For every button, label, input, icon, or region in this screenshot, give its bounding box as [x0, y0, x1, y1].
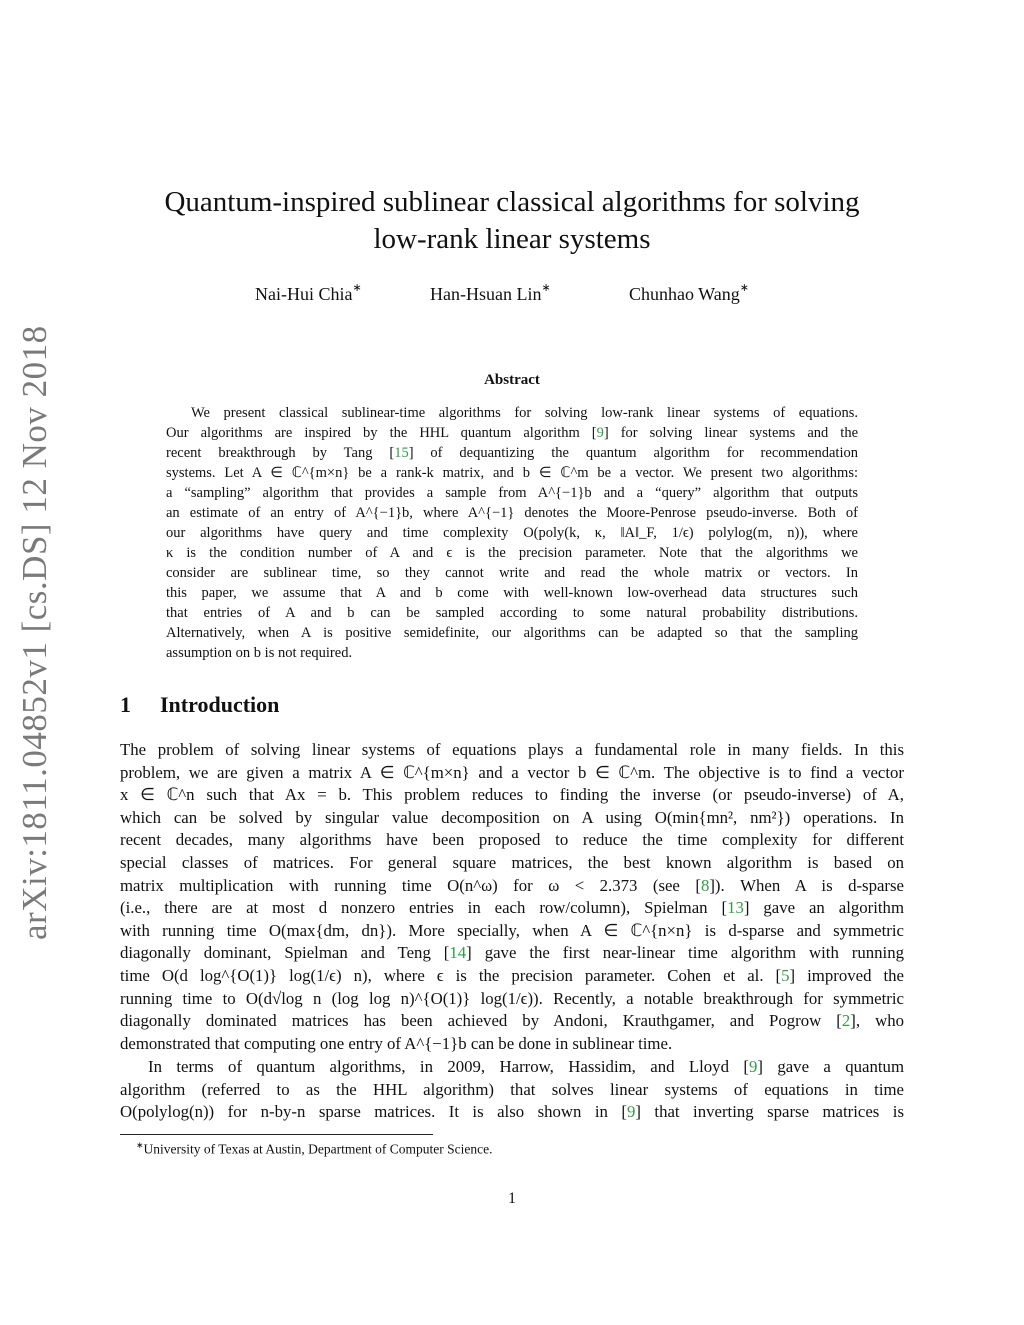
body-line: which can be solved by singular value decomposition on A using O(min{mn², nm²}) operations. In: [120, 807, 904, 827]
body-line: O(polylog(n)) for n-by-n sparse matrices. It is also shown in [9] that inverting sparse matrices is: [120, 1102, 904, 1122]
citation-link[interactable]: 14: [449, 943, 467, 963]
author-chunhao-wang: [629, 283, 749, 305]
abstract-line: We present classical sublinear-time algorithms for solving low-rank linear systems of equations.: [191, 405, 858, 421]
citation-link[interactable]: 8: [700, 875, 710, 895]
body-line: running time to O(d√log n (log log n)^{O(1)} log(1/ϵ)). Recently, a notable breakthrough for symmetric: [120, 988, 904, 1008]
page-number: 1: [508, 1190, 516, 1207]
section-title: Introduction: [160, 692, 280, 717]
author-nai-hui-chia: [255, 283, 362, 305]
body-line: matrix multiplication with running time O(n^ω) for ω < 2.373 (see [8]). When A is d-sparse: [120, 875, 904, 895]
body-line: x ∈ ℂ^n such that Ax = b. This problem reduces to finding the inverse (or pseudo-inverse) of A,: [120, 785, 904, 805]
arxiv-identifier: arXiv:1811.04852v1 [cs.DS] 12 Nov 2018: [15, 325, 54, 940]
body-line: special classes of matrices. For general square matrices, the best known algorithm is based on: [120, 852, 904, 872]
body-line: In terms of quantum algorithms, in 2009, Harrow, Hassidim, and Lloyd [9] gave a quantum: [148, 1057, 904, 1076]
body-line: problem, we are given a matrix A ∈ ℂ^{m×n} and a vector b ∈ ℂ^m. The objective is to find a vector: [120, 762, 904, 782]
author-name: Nai-Hui Chia: [255, 284, 353, 304]
citation-link[interactable]: 9: [748, 1057, 758, 1076]
body-line: recent decades, many algorithms have been proposed to reduce the time complexity for different: [120, 830, 904, 850]
footnote-text: University of Texas at Austin, Department of Computer Science.: [143, 1141, 493, 1157]
abstract-line: a “sampling” algorithm that provides a sample from A^{−1}b and a “query” algorithm that outputs: [166, 485, 858, 501]
abstract-line: recent breakthrough by Tang [15] of dequantizing the quantum algorithm for recommendation: [166, 445, 858, 461]
author-han-hsuan-lin: [430, 283, 551, 305]
abstract-line: consider are sublinear time, so they cannot write and read the whole matrix or vectors. In: [166, 565, 858, 581]
author-footnote-mark[interactable]: ∗: [739, 282, 749, 294]
body-line: algorithm (referred to as the HHL algorithm) that solves linear systems of equations in time: [120, 1079, 904, 1099]
body-line: The problem of solving linear systems of equations plays a fundamental role in many fields. In this: [120, 740, 904, 759]
title-line-1: Quantum-inspired sublinear classical algorithms for solving: [164, 186, 860, 218]
intro-paragraph-2: [120, 1056, 904, 1124]
body-line: with running time O(max{dm, dn}). More specially, when A ∈ ℂ^{n×n} is d-sparse and symmetric: [120, 920, 904, 940]
footnote-divider: [120, 1134, 433, 1135]
body-line: diagonally dominated matrices has been achieved by Andoni, Krauthgamer, and Pogrow [2], who: [120, 1011, 904, 1031]
paper-title: [120, 184, 904, 258]
author-footnote-mark[interactable]: ∗: [352, 282, 362, 294]
abstract-body: [166, 403, 858, 663]
affiliation-footnote: [136, 1140, 493, 1158]
intro-paragraph-1: [120, 739, 904, 1055]
citation-link[interactable]: 5: [781, 965, 790, 985]
author-footnote-mark[interactable]: ∗: [541, 282, 551, 294]
citation-link[interactable]: 2: [841, 1011, 851, 1031]
body-line: time O(d log^{O(1)} log(1/ϵ) n), where ϵ is the precision parameter. Cohen et al. [5] improved the: [120, 965, 904, 985]
abstract-line: our algorithms have query and time complexity O(poly(k, κ, ‖A‖_F, 1/ϵ) polylog(m, n)), where: [166, 525, 858, 541]
abstract-line: Alternatively, when A is positive semidefinite, our algorithms can be adapted so that the sampling: [166, 625, 858, 641]
section-heading-introduction: [120, 692, 279, 718]
title-line-2: low-rank linear systems: [373, 223, 651, 255]
abstract-line: Our algorithms are inspired by the HHL quantum algorithm [9] for solving linear systems and the: [166, 425, 859, 441]
abstract-line: an estimate of an entry of A^{−1}b, where A^{−1} denotes the Moore-Penrose pseudo-inverse. Both of: [166, 505, 858, 521]
citation-link[interactable]: 9: [626, 1102, 636, 1122]
abstract-line: that entries of A and b can be sampled according to some natural probability distributions.: [166, 605, 858, 621]
footnote-mark: ∗: [136, 1140, 144, 1150]
abstract-line: κ is the condition number of A and ϵ is the precision parameter. Note that the algorithms we: [166, 545, 858, 561]
citation-link[interactable]: 15: [394, 445, 409, 461]
section-number: 1: [120, 692, 131, 717]
author-name: Chunhao Wang: [629, 284, 740, 304]
citation-link[interactable]: 9: [596, 425, 604, 441]
abstract-line: this paper, we assume that A and b come with well-known low-overhead data structures such: [166, 585, 858, 601]
author-name: Han-Hsuan Lin: [430, 284, 542, 304]
author-list: [120, 283, 904, 307]
body-line: (i.e., there are at most d nonzero entries in each row/column), Spielman [13] gave an algorithm: [120, 898, 904, 918]
body-line: demonstrated that computing one entry of A^{−1}b can be done in sublinear time.: [120, 1033, 673, 1053]
abstract-line: assumption on b is not required.: [166, 645, 353, 661]
abstract-line: systems. Let A ∈ ℂ^{m×n} be a rank-k matrix, and b ∈ ℂ^m be a vector. We present two algorithms:: [166, 465, 858, 481]
body-line: diagonally dominant, Spielman and Teng [14] gave the first near-linear time algorithm with running: [120, 943, 904, 963]
abstract-heading: Abstract: [484, 372, 540, 388]
citation-link[interactable]: 13: [727, 898, 744, 918]
